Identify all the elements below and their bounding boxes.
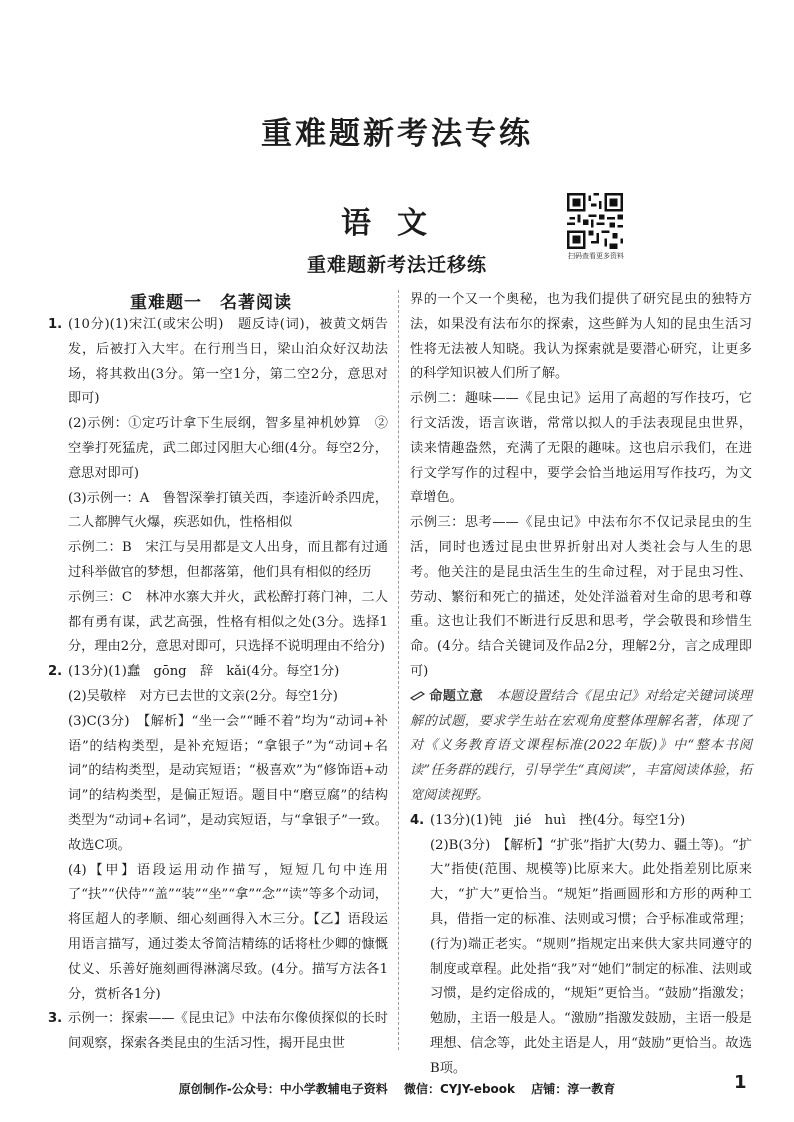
topic-heading: 重难题一 名著阅读	[130, 293, 292, 313]
qr-code-icon[interactable]	[567, 193, 623, 249]
answer-paragraph: 示例三：C 林冲水寨大并火，武松醉打蒋门神，二人都有勇有谋，武艺高强，性格有相似之处(3分。选择1分，理由2分，意思对即可，只选择不说明理由不给分)	[68, 589, 388, 655]
note-text: 本题设置结合《昆虫记》对给定关键词谈理解的试题，要求学生站在宏观角度整体理解名著，体现了对《义务教育语文课程标准(2022年版)》中“整本书阅读”任务群的践行，引导学生“真阅读”，丰富阅读体验，拓宽阅读视野。	[410, 688, 753, 803]
question-2	[48, 660, 388, 1007]
answer-paragraph: (2)示例：①定巧计拿下生辰纲，智多星神机妙算 ②空拳打死猛虎，武二郎过冈胆大心细(4分。每空2分，意思对即可)	[68, 416, 388, 481]
pen-icon	[410, 691, 425, 701]
subject-heading: 语文	[341, 206, 453, 241]
page-title: 重难题新考法专练	[261, 116, 533, 152]
column-divider	[398, 290, 399, 1050]
question-1	[48, 313, 388, 660]
answer-paragraph: 界的一个又一个奥秘，也为我们提供了研究昆虫的独特方法，如果没有法布尔的探索，这些鲜为人知的昆虫生活习性将无法被人知晓。我认为探索就是要潜心研究，让更多的科学知识被人们所了解。	[410, 292, 752, 382]
note-label: 命题立意	[429, 688, 484, 704]
answer-paragraph: 示例二：B 宋江与吴用都是文人出身，而且都有过通过科举做官的梦想，但都落第，他们具有相似的经历	[68, 540, 388, 580]
page-number: 1	[734, 1072, 747, 1093]
footer	[0, 1080, 794, 1097]
answer-paragraph: 示例三：思考——《昆虫记》中法布尔不仅记录昆虫的生活，同时也透过昆虫世界折射出对人类社会与人生的思考。他关注的是昆虫活生生的生命过程，对于昆虫习性、劳动、繁衍和死亡的描述，处处洋溢着对生命的思考和尊重。这也让我们不断进行反思和思考，学会敬畏和珍惜生命。(4分。结合关键词及作品2分，理解2分，言之成理即可)	[410, 515, 752, 679]
question-number: 2.	[48, 664, 63, 680]
answer-paragraph: (2)吴敬梓 对方已去世的文亲(2分。每空1分)	[68, 688, 338, 704]
footer-original: 原创制作-公众号：中小学教辅电子资料	[178, 1082, 388, 1096]
right-column	[410, 288, 752, 1082]
design-intent-note	[410, 685, 752, 809]
answer-paragraph: (2)B(3分) 【解析】“扩张”指扩大(势力、疆土等)。“扩大”指使(范围、规模等)比原来大。此处指差别比原来大，“扩大”更恰当。“规矩”指画圆形和方形的两种工具，借指一定的标准、法则或习惯；合乎标准或常理；(行为)端正老实。“规则”指规定出来供大家共同遵守的制度或章程。此处指“我”对“她们”制定的标准、法则或习惯，是约定俗成的，“规矩”更恰当。“鼓励”指激发；勉励，主语一般是人。“激励”指激发鼓励，主语一般是理想、信念等，此处主语是人，用“鼓励”更恰当。故选B项。	[430, 837, 752, 1076]
left-column	[48, 313, 388, 1057]
answer-paragraph: (13分)(1)钝 jié huì 挫(4分。每空1分)	[430, 812, 686, 828]
footer-shop: 店铺：淳一教育	[531, 1082, 616, 1096]
question-number: 4.	[410, 812, 425, 828]
answer-paragraph: (13分)(1)蠢 gōng 辞 kǎi(4分。每空1分)	[68, 664, 340, 680]
question-3	[48, 1007, 388, 1057]
footer-wechat: 微信：CYJY-ebook	[403, 1082, 516, 1096]
answer-paragraph: 示例一：探索——《昆虫记》中法布尔像侦探似的长时间观察，探索各类昆虫的生活习性，揭开昆虫世	[68, 1011, 388, 1052]
question-number: 3.	[48, 1011, 63, 1027]
answer-paragraph: 示例二：趣味——《昆虫记》运用了高超的写作技巧，它行文活泼，语言诙谐，常常以拟人的手法表现昆虫世界，读来情趣盎然，充满了无限的趣味。这也启示我们，在进行文学写作的过程中，要学会恰当地运用写作技巧，为文章增色。	[410, 391, 752, 506]
answer-paragraph: (3)C(3分) 【解析】“坐一会”“睡不着”均为“动词+补语”的结构类型，是补充短语；“拿银子”为“动词+名词”的结构类型，是动宾短语；“极喜欢”为“修饰语+动词”的结构类型，是偏正短语。题目中“磨豆腐”的结构类型为“动词+名词”，是动宾短语，与“拿银子”一致。故选C项。	[68, 713, 388, 853]
answer-paragraph: (3)示例一：A 鲁智深拳打镇关西，李逵沂岭杀四虎，二人都脾气火爆，疾恶如仇，性格相似	[68, 490, 388, 531]
question-number: 1.	[48, 317, 63, 332]
answer-paragraph: (4)【甲】语段运用动作描写，短短几句中连用了“扶”“伏侍”“盖”“装”“坐”“拿”“念”“读”等多个动词，将匡超人的孝顺、细心刻画得入木三分。【乙】语段运用语言描写，通过娄太爷简洁精练的话将杜少卿的慷慨仗义、乐善好施刻画得淋漓尽致。(4分。描写方法各1分，赏析各1分)	[68, 862, 388, 1002]
question-4	[410, 809, 752, 1082]
answer-paragraph: (10分)(1)宋江(或宋公明) 题反诗(词)，被黄文炳告发，后被打入大牢。在行刑当日，梁山泊众好汉劫法场，将其救出(3分。第一空1分，第二空2分，意思对即可)	[68, 317, 388, 407]
section-title: 重难题新考法迁移练	[306, 254, 487, 276]
qr-caption: 扫码查看更多资料	[568, 252, 624, 260]
